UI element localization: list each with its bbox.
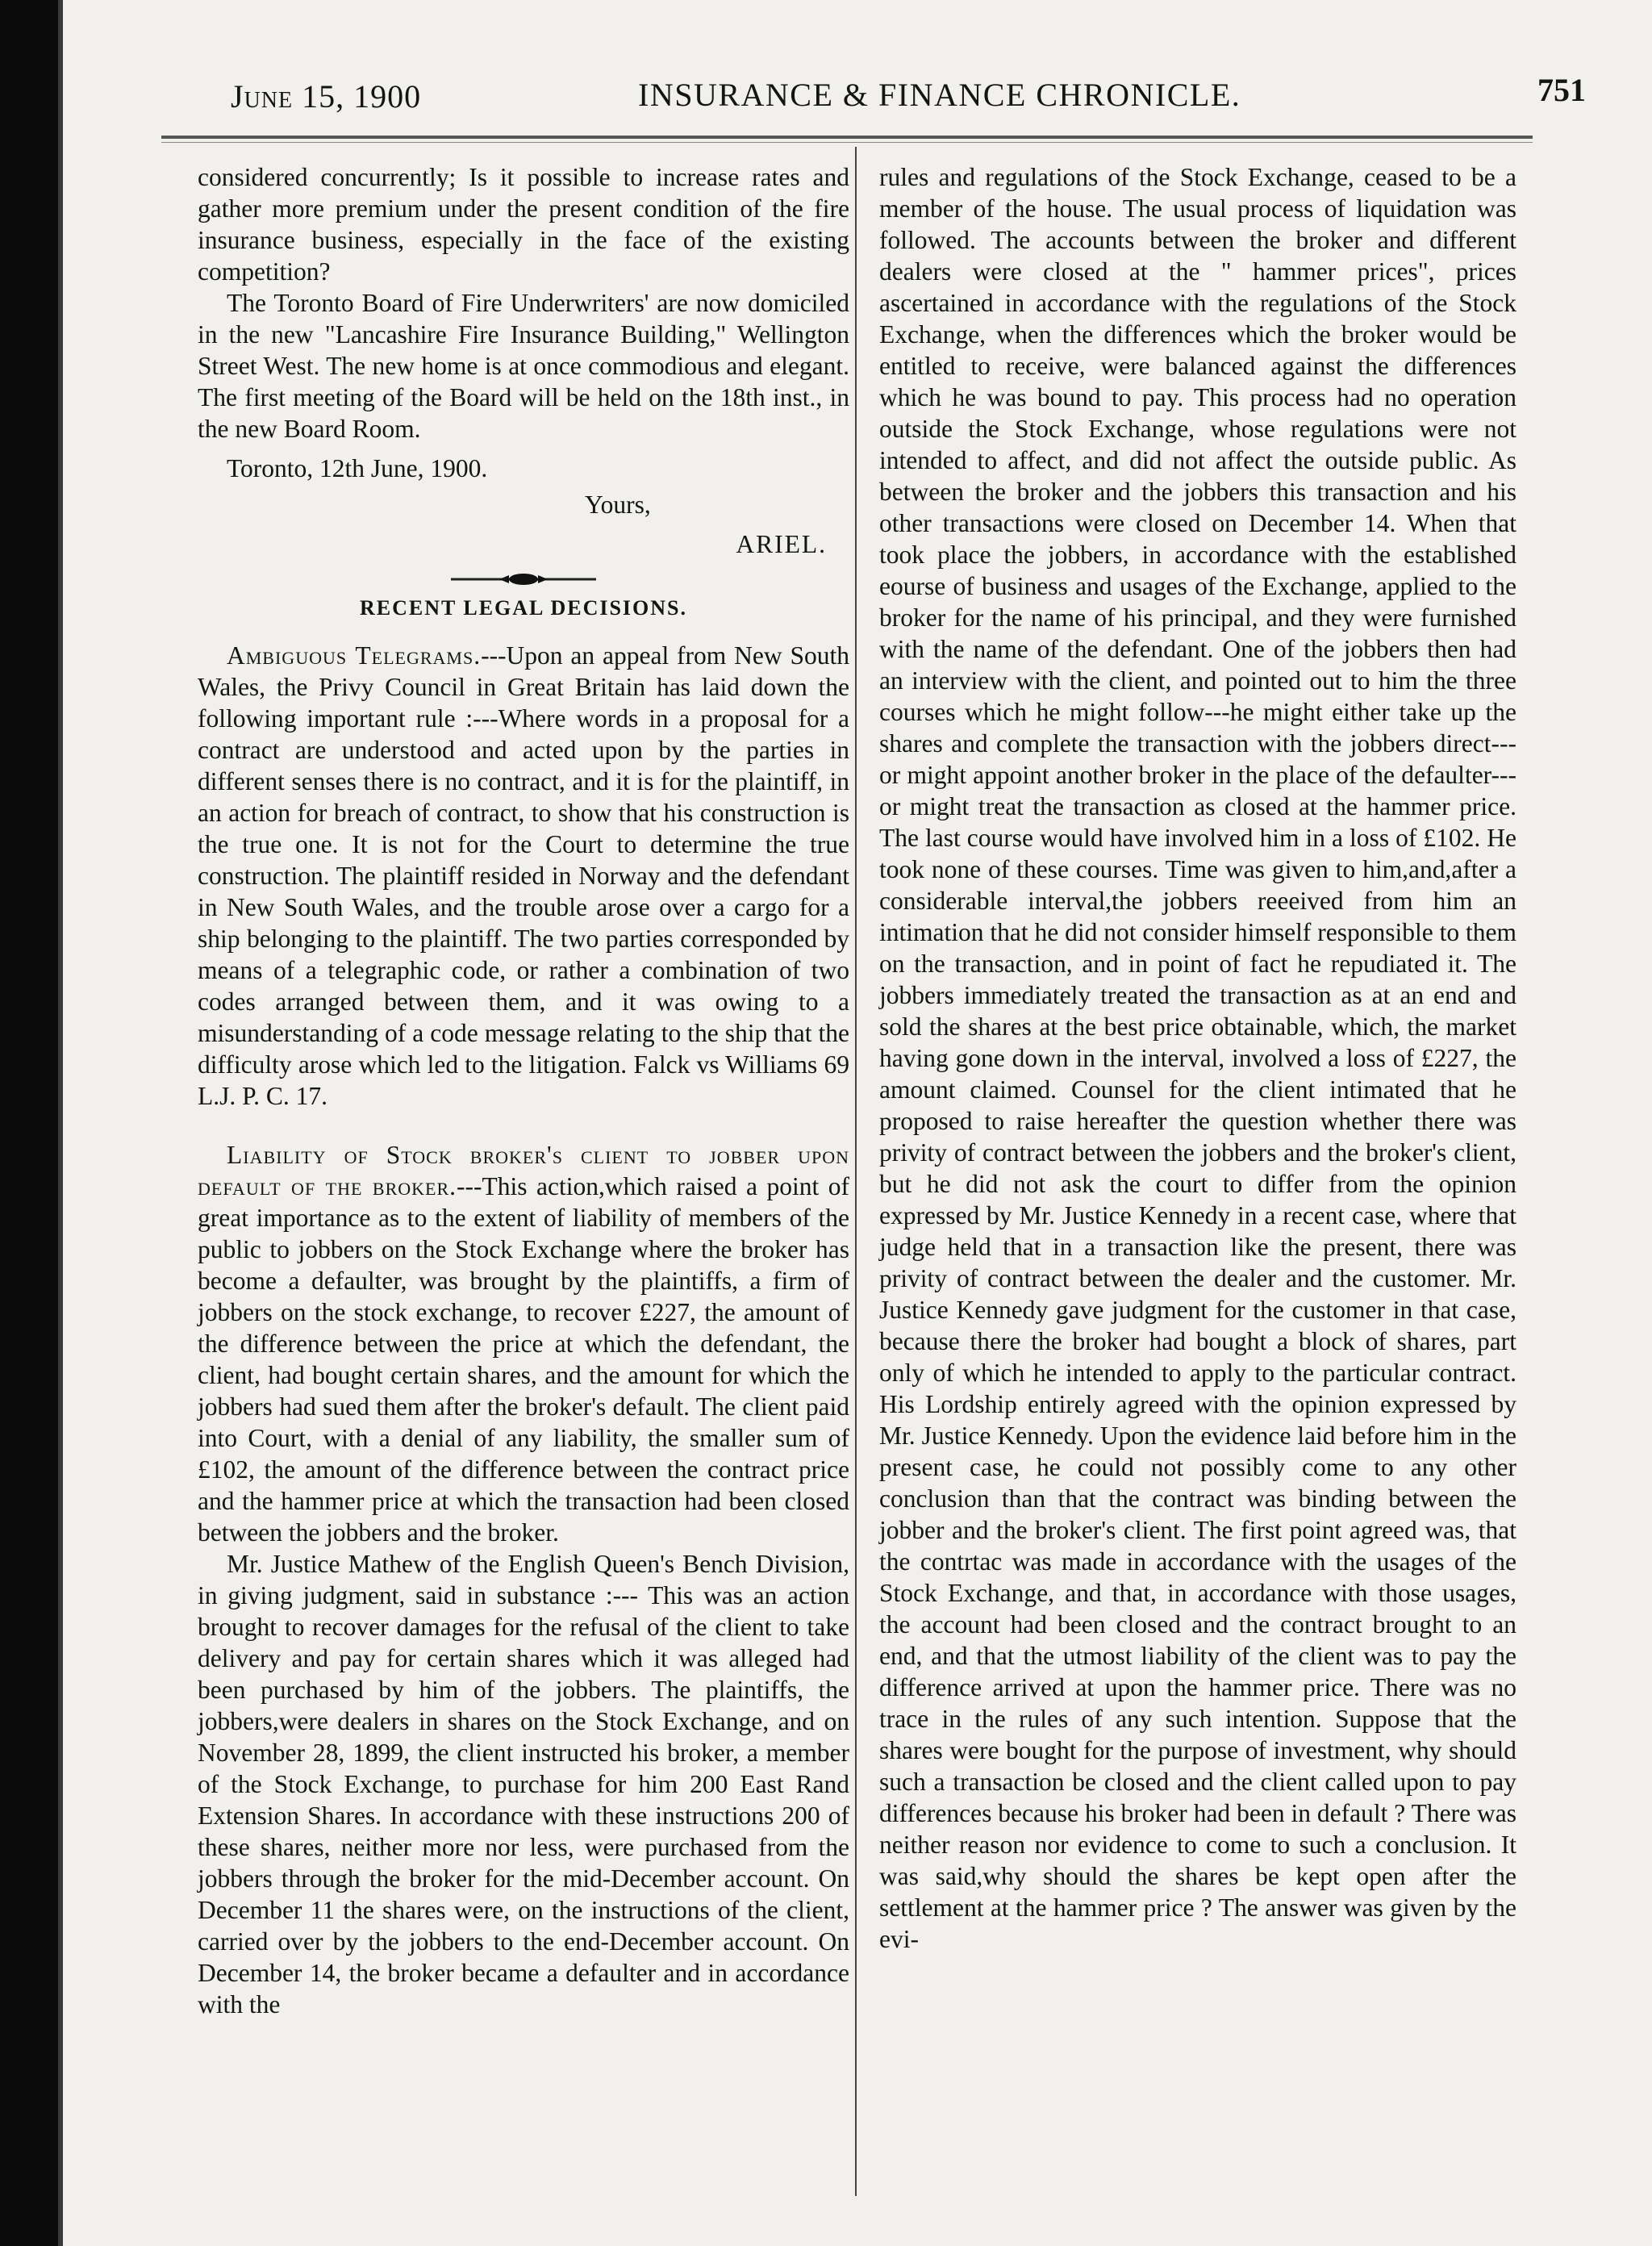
article-judgment-paragraph: Mr. Justice Mathew of the English Queen's Bench Division, in giving judgment, said in substance :--- This was an action brought to recover damages for the refusal of the client to take delivery and pay for certain shares which it was alleged had been purchased by him of the jobbers. The plaintiffs, the jobbers,were dealers in shares on the Stock Exchange, and on November 28, 1899, the client instructed his broker, a member of the Stock Exchange, to purchase for him 200 East Rand Extension Shares. In accordance with these instructions 200 of these shares, neither more nor less, were purchased from the jobbers through the broker for the mid-December account. On December 11 the shares were, on the instructions of the client, carried over by the jobbers to the end-December account. On December 14, the broker became a defaulter and in accordance with the	[198, 1550, 849, 2018]
column-divider	[855, 147, 857, 2196]
section-ornament	[451, 571, 596, 587]
publication-title: INSURANCE & FINANCE CHRONICLE.	[638, 77, 1241, 113]
letter-date: Toronto, 12th June, 1900.	[227, 454, 488, 482]
letter-signature: ARIEL.	[736, 530, 827, 558]
letter-paragraph-1: considered concurrently; Is it possible to increase rates and gather more premium under the present condition of the fire insurance business, especially in the face of the existing competition?	[198, 163, 849, 286]
right-column	[879, 161, 1516, 1955]
article-lead: Liability of Stock broker's client to jobber upon default of the broker.	[198, 1141, 849, 1200]
header-rule	[161, 136, 1533, 139]
article-lead: Ambiguous Telegrams.	[227, 641, 482, 670]
header-rule-thin	[161, 142, 1533, 143]
issue-date: June 15, 1900	[231, 78, 422, 115]
page-number: 751	[1537, 72, 1586, 108]
article-continuation: rules and regulations of the Stock Exchange, ceased to be a member of the house. The usual process of liquidation was followed. The accounts between the broker and different dealers were closed at the " hammer prices", prices ascertained in accordance with the regulations of the Stock Exchange, when the differences which the broker would be entitled to receive, were balanced against the differences which he was bound to pay. This process had no operation outside the Stock Exchange, whose regulations were not intended to affect, and did not affect the outside public. As between the broker and the jobbers this transaction and his other transactions were closed on December 14. When that took place the jobbers, in accordance with the established eourse of business and usages of the Exchange, applied to the broker for the name of his principal, and they were furnished with the name of the defendant. One of the jobbers then had an interview with the client, and pointed out to him the three courses which he might follow---he might either take up the shares and complete the transaction with the jobbers direct---or might appoint another broker in the place of the defaulter--- or might treat the transaction as closed at the hammer price. The last course would have involved him in a loss of £102. He took none of these courses. Time was given to him,and,after a considerable interval,the jobbers reeeived from him an intimation that he did not consider himself responsible to them on the transaction, and in point of fact he repudiated it. The jobbers immediately treated the transaction as at an end and sold the shares at the best price obtainable, which, the market having gone down in the interval, involved a loss of £227, the amount claimed. Counsel for the client intimated that he proposed to raise hereafter the question whether there was privity of contract between the jobbers and the broker's client, but he did not ask the court to differ from the opinion expressed by Mr. Justice Kennedy in a recent case, where that judge held that in a transaction like the present, there was privity of contract between the dealer and the customer. Mr. Justice Kennedy gave judgment for the customer in that case, because there the broker had bought a block of shares, part only of which he intended to apply to the particular contract. His Lordship entirely agreed with the opinion expressed by Mr. Justice Kennedy. Upon the evidence laid before him in the present case, he could not possibly come to any other conclusion than that the contract was binding between the jobber and the broker's client. The first point agreed was, that the contrtac was made in accordance with the usages of the Stock Exchange, and that, in accordance with those usages, the account had been closed and the contract brought to an end, and that the utmost liability of the client was to pay the difference arrived at upon the hammer price. There was no trace in the rules of any such intention. Suppose that the shares were bought for the purpose of investment, why should such a transaction be closed and the client called upon to pay differences because his broker had been in default ? There was neither reason nor evidence to come to such a conclusion. It was said,why should the shares be kept open after the settlement at the hammer price ? The answer was given by the evi-	[879, 163, 1516, 1953]
section-title: RECENT LEGAL DECISIONS.	[359, 596, 688, 620]
article-ambiguous-telegrams	[198, 640, 849, 1112]
article-stock-broker-liability	[198, 1139, 849, 1548]
letter-paragraph-2: The Toronto Board of Fire Underwriters' are now domiciled in the new "Lancashire Fire Insurance Building," Wellington Street West. The new home is at once commodious and elegant. The first meeting of the Board will be held on the 18th inst., in the new Board Room.	[198, 289, 849, 443]
article-body: ---Upon an appeal from New South Wales, the Privy Council in Great Britain has laid down the following important rule :---Where words in a proposal for a contract are understood and acted upon by the parties in different senses there is no contract, and it is for the plaintiff, in an action for breach of contract, to show that his construction is the true one. It is not for the Court to determine the true construction. The plaintiff resided in Norway and the defendant in New South Wales, and the trouble arose over a cargo for a ship belonging to the plaintiff. The two parties corresponded by means of a telegraphic code, or rather a combination of two codes arranged between them, and it was owing to a misunderstanding of a code message relating to the ship that the difficulty arose which led to the litigation. Falck vs Williams 69 L.J. P. C. 17.	[198, 641, 849, 1110]
article-body: ---This action,which raised a point of great importance as to the extent of liability of members of the public to jobbers on the Stock Exchange where the broker has become a defaulter, was brought by the plaintiffs, a firm of jobbers on the stock exchange, to recover £227, the amount of the difference between the price at which the defendant, the client, had bought certain shares, and the amount for which the jobbers had sued them after the broker's default. The client paid into Court, with a denial of any liability, the smaller sum of £102, the amount of the difference between the contract price and the hammer price at which the transaction had been closed between the jobbers and the broker.	[198, 1172, 849, 1547]
letter-closing: Yours,	[585, 491, 651, 519]
left-column	[198, 161, 849, 2020]
page-header	[231, 66, 1586, 123]
